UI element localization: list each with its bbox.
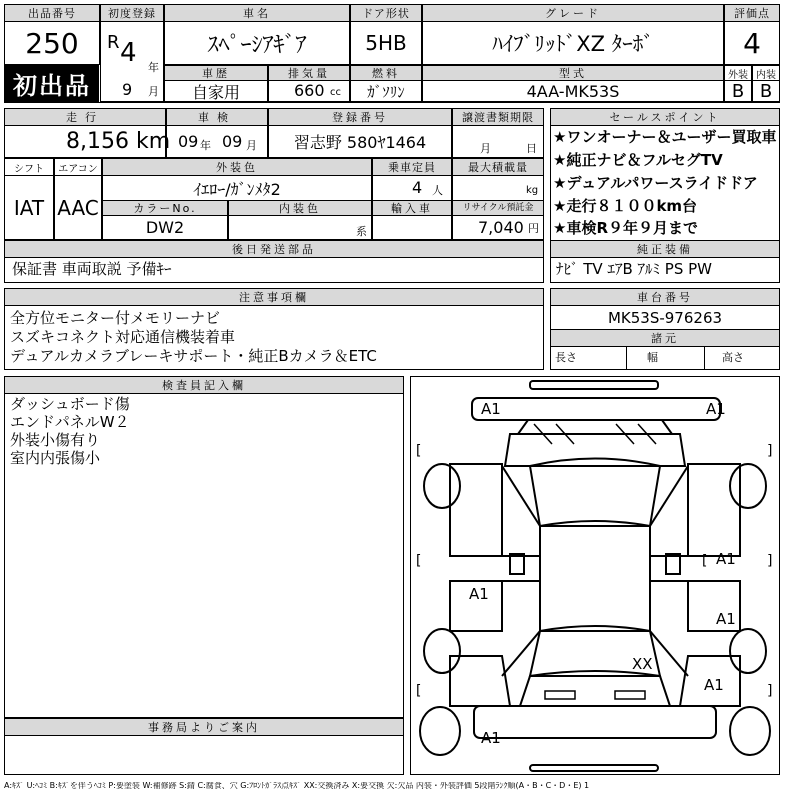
sales-point: ★ワンオーナー＆ユーザー買取車	[553, 128, 777, 146]
exterior-grade: B	[731, 80, 745, 102]
car-name-cell	[164, 21, 350, 65]
ac-label: エアコン	[58, 163, 98, 175]
transfer-header	[452, 108, 544, 126]
recycle-header	[452, 200, 544, 216]
width-label: 幅	[647, 351, 658, 364]
transfer-month-unit: 月	[480, 142, 491, 155]
inspection-label: 車検	[198, 110, 236, 124]
damage-mark: A1	[481, 729, 501, 747]
note-line: 全方位モニター付メモリーナビ	[10, 309, 221, 327]
diagram-bracket: ]	[766, 683, 775, 699]
score: 4	[743, 26, 761, 60]
mileage: 8,156	[66, 129, 129, 154]
damage-mark: A1	[704, 676, 724, 694]
inspector-line: 室内内張傷小	[10, 449, 101, 467]
int-color-label: 内装色	[279, 201, 321, 215]
model-header	[422, 65, 724, 81]
shift-header	[4, 158, 54, 176]
color-no-label: カラーNo.	[133, 202, 197, 215]
office-header	[4, 718, 404, 736]
notes-label: 注意事項欄	[239, 290, 309, 304]
damage-mark: A1	[481, 400, 501, 418]
color-number: DW2	[145, 218, 185, 237]
sales-point: ★純正ナビ＆フルセグTV	[553, 151, 723, 169]
recycle-unit: 円	[528, 222, 539, 235]
color-no-cell	[102, 215, 228, 240]
dims-cell	[550, 346, 780, 370]
load-label: 最大積載量	[468, 160, 528, 174]
note-line: デュアルカメラブレーキサポート・純正Bカメラ＆ETC	[10, 347, 377, 365]
plate-cell	[268, 125, 452, 158]
sales-point: ★走行８１００km台	[553, 197, 698, 215]
displacement-header	[268, 65, 350, 81]
int-color-unit: 系	[356, 225, 367, 238]
dims-header	[550, 329, 780, 347]
history-label: 車歴	[202, 66, 230, 80]
reg-year: 4	[120, 38, 137, 68]
exterior-header	[724, 65, 752, 81]
sales-header	[550, 108, 780, 126]
int-color-header	[228, 200, 372, 216]
reg-era: R	[107, 32, 120, 53]
score-cell	[724, 21, 780, 65]
reg-month: 9	[122, 80, 133, 99]
inspection-header	[166, 108, 268, 126]
inspector-line: エンドパネルW２	[10, 413, 130, 431]
plate-header	[268, 108, 452, 126]
chassis-header	[550, 288, 780, 306]
chassis-cell	[550, 305, 780, 330]
transfer-day-unit: 日	[526, 142, 537, 155]
plate-label: 登録番号	[332, 110, 388, 124]
import-cell	[372, 215, 452, 240]
history-cell	[164, 80, 268, 102]
office-label: 事務局よりご案内	[148, 720, 260, 734]
grade-header	[422, 4, 724, 22]
note-line: スズキコネクト対応通信機装着車	[10, 328, 236, 346]
damage-mark: A1	[716, 610, 736, 628]
mileage-unit: km	[136, 129, 171, 154]
inspector-header	[4, 376, 404, 394]
door-cell	[350, 21, 422, 65]
interior-grade-cell	[752, 80, 780, 102]
fuel-cell	[350, 80, 422, 102]
interior-label: 内装	[756, 69, 776, 81]
damage-mark: A1	[469, 585, 489, 603]
inspector-line: 外装小傷有り	[10, 431, 101, 449]
inspector-line: ダッシュボード傷	[10, 395, 130, 413]
office-cell	[4, 735, 404, 775]
height-label: 高さ	[722, 351, 744, 364]
lot-number-cell	[4, 21, 100, 65]
mileage-label: 走行	[66, 110, 104, 124]
transfer-label: 譲渡書類期限	[462, 110, 534, 124]
exterior-color: ｲｴﾛｰ/ｶﾞﾝﾒﾀ2	[193, 179, 281, 199]
chassis-number: MK53S-976263	[607, 308, 723, 327]
notes-header	[4, 288, 544, 306]
interior-header	[752, 65, 780, 81]
lot-number-header	[4, 4, 100, 22]
reg-label: 初度登録	[108, 6, 156, 20]
later-parts-label: 後日発送部品	[232, 242, 316, 256]
diagram-bracket: ]	[766, 553, 775, 569]
ext-color-header	[102, 158, 372, 176]
capacity-label: 乗車定員	[388, 160, 436, 174]
inspection-year-unit: 年	[200, 139, 211, 152]
fuel: ｶﾞｿﾘﾝ	[367, 82, 405, 101]
equipment-label: 純正装備	[637, 242, 693, 256]
grade-cell	[422, 21, 724, 65]
recycle-label: リサイクル預託金	[462, 202, 534, 213]
int-color-cell	[228, 215, 372, 240]
inspection-month: 09	[222, 132, 243, 151]
shift-cell	[4, 175, 54, 240]
sales-label: セールスポイント	[609, 110, 721, 124]
diagram-bracket: [	[414, 443, 423, 459]
car-name-header	[164, 4, 350, 22]
ac-header	[54, 158, 102, 176]
reg-month-unit: 月	[148, 85, 159, 98]
load-unit: kg	[526, 185, 539, 196]
later-parts-header	[4, 240, 544, 258]
recycle-fee: 7,040	[478, 218, 524, 237]
first-listing-text: 初出品	[13, 72, 91, 100]
shift: IAT	[13, 195, 45, 220]
exterior-label: 外装	[728, 69, 748, 81]
car-name-label: 車名	[243, 6, 271, 20]
diagram-bracket: [	[414, 683, 423, 699]
model: 4AA-MK53S	[526, 81, 620, 101]
import-label: 輸入車	[391, 201, 433, 215]
sales-point: ★デュアルパワースライドドア	[553, 174, 758, 192]
fuel-header	[350, 65, 422, 81]
first-listing-badge	[5, 65, 99, 102]
capacity-unit: 人	[432, 184, 443, 197]
grade: ﾊｲﾌﾞﾘｯﾄﾞXZ ﾀｰﾎﾞ	[492, 32, 654, 56]
import-header	[372, 200, 452, 216]
equipment: ﾅﾋﾞ TV ｴｱB ｱﾙﾐ PS PW	[556, 260, 712, 278]
lot-number: 250	[25, 26, 79, 60]
load-header	[452, 158, 544, 176]
exterior-grade-cell	[724, 80, 752, 102]
door-header	[350, 4, 422, 22]
dims-label: 諸元	[651, 331, 679, 345]
legend: A:ｷｽﾞ U:ﾍｺﾐ B:ｷｽﾞを伴うﾍｺﾐ P:要塗装 W:補修跡 S:錆 C:腐食、穴 G:ﾌﾛﾝﾄｶﾞﾗｽ点ｷｽﾞ XX:交換済み X:要交換 欠:欠品 内装・外装評価 5段階ﾗﾝｸ順(A・B・C・D・E) 1	[4, 782, 590, 790]
fuel-label: 燃料	[372, 66, 400, 80]
diagram-bracket: ]	[766, 443, 775, 459]
reg-year-unit: 年	[148, 61, 159, 74]
displacement-unit: cc	[330, 87, 341, 98]
damage-mark: A1	[716, 550, 736, 568]
length-label: 長さ	[555, 351, 577, 364]
displacement: 660	[294, 81, 325, 100]
plate-number: 習志野 580ﾔ1464	[293, 133, 427, 152]
mileage-header	[4, 108, 166, 126]
interior-grade: B	[759, 80, 773, 102]
inspector-label: 検査員記入欄	[162, 378, 246, 392]
diagram-bracket: [	[700, 553, 709, 569]
ext-color-cell	[102, 175, 372, 201]
door-type: 5HB	[365, 31, 407, 55]
score-label: 評価点	[734, 6, 770, 20]
damage-mark: XX	[632, 655, 653, 673]
model-label: 型式	[559, 66, 587, 80]
dims-divider	[704, 346, 705, 370]
model-cell	[422, 80, 724, 102]
capacity: 4	[412, 178, 423, 197]
car-name: ｽﾍﾟｰｼｱｷﾞｱ	[207, 32, 307, 58]
equipment-header	[550, 240, 780, 258]
grade-label: グレード	[545, 6, 601, 20]
car-diagram	[410, 376, 780, 775]
inspection-year: 09	[178, 132, 199, 151]
sales-point: ★車検R９年９月まで	[553, 219, 698, 237]
displacement-label: 排気量	[288, 66, 330, 80]
score-header	[724, 4, 780, 22]
diagram-bracket: [	[414, 553, 423, 569]
damage-mark: A1	[706, 400, 726, 418]
air-conditioner: AAC	[57, 195, 99, 220]
color-no-header	[102, 200, 228, 216]
dims-divider	[626, 346, 627, 370]
shift-label: シフト	[14, 163, 44, 175]
capacity-header	[372, 158, 452, 176]
inspection-month-unit: 月	[246, 139, 257, 152]
reg-header	[100, 4, 164, 22]
ext-color-label: 外装色	[216, 160, 258, 174]
ac-cell	[54, 175, 102, 240]
door-label: ドア形状	[362, 6, 410, 20]
later-parts: 保証書 車両取説 予備ｷｰ	[12, 260, 172, 278]
chassis-label: 車台番号	[637, 290, 693, 304]
lot-number-label: 出品番号	[28, 6, 76, 20]
history: 自家用	[191, 82, 240, 102]
